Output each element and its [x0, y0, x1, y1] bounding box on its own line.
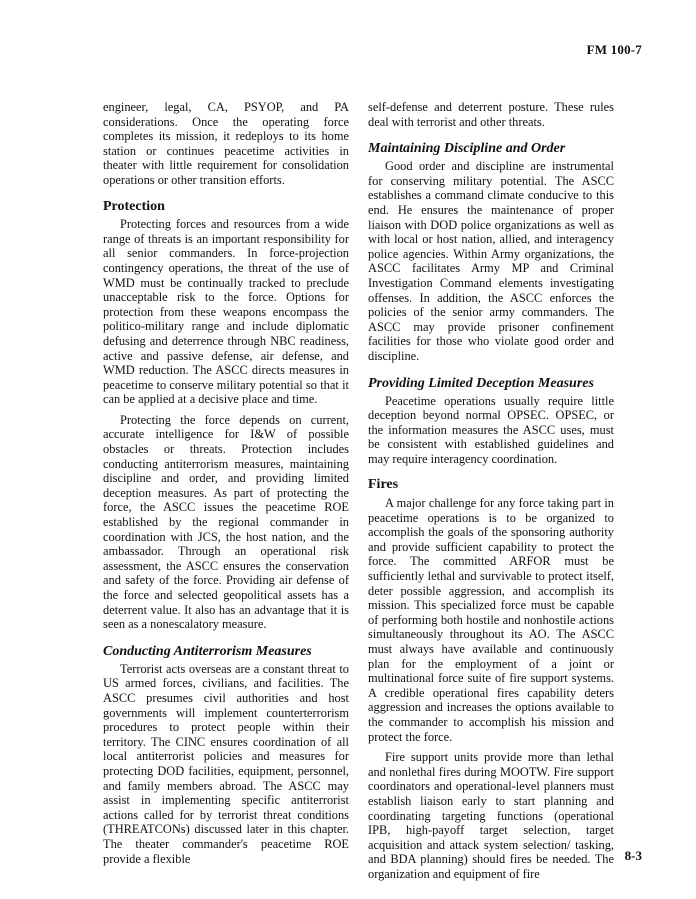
paragraph-protection-1: Protecting forces and resources from a wide range of threats is an important responsibility for all senior commanders. In force-projection contingency operations, the threat of the use of WMD must be continually tracked to preclude unacceptable risk to the force. Options for protection from these weapons encompass the politico-military range and include diplomatic defusing and deterrence through NBC readiness, active and passive defense, air defense, and WMD reduction. The ASCC directs measures in peacetime to conserve military potential so that it can be applied at a decisive place and time.: [103, 217, 349, 407]
paragraph-fires-2: Fire support units provide more than lethal and nonlethal fires during MOOTW. Fire support coordinators and operational-level planners must establish liaison early to start planning and coordinating targeting functions (operational IPB, high-payoff target selection, target acquisition and attack system selection/ tasking, and BDA planning) should fires be needed. The organization and equipment of fire: [368, 750, 614, 881]
paragraph-intro: engineer, legal, CA, PSYOP, and PA considerations. Once the operating force completes its mission, it redeploys to its home station or continues peacetime activities in theater with little requirement for consolidation operations or other transition efforts.: [103, 100, 349, 187]
left-column: [103, 100, 349, 872]
right-column: [368, 100, 614, 888]
paragraph-continuation: self-defense and deterrent posture. These rules deal with terrorist and other threats.: [368, 100, 614, 129]
page-number: 8-3: [624, 848, 642, 863]
paragraph-fires-1: A major challenge for any force taking part in peacetime operations is to be organized to accomplish the goals of the sponsoring authority and provide sufficient capability to protect the force. The committed ARFOR must be sufficiently lethal and survivable to protect itself, deter possible aggression, and accomplish its mission. This specialized force must be capable of performing both hostile and nonhostile actions simultaneously throughout its AO. The ASCC must always have available and continuously plan for the employment of a joint or multinational force suite of fire support systems. A credible operational fires capability deters aggression and increases the options available to the commander to accomplish his mission and protect the force.: [368, 496, 614, 744]
document-id: FM 100-7: [586, 42, 642, 57]
paragraph-discipline: Good order and discipline are instrumental for conserving military potential. The ASCC establishes a command climate conducive to this end. He ensures the maintenance of proper liaison with DOD police organizations as well as with local or host nation, allied, and interagency police agencies. Within Army organizations, the ASCC facilitates Army MP and Criminal Investigation Command elements investigating offenses. In addition, the ASCC enforces the policies of the senior army commanders. The ASCC may provide prisoner confinement facilities for those who violate good order and discipline.: [368, 159, 614, 363]
heading-deception: Providing Limited Deception Measures: [368, 375, 594, 391]
paragraph-antiterrorism: Terrorist acts overseas are a constant threat to US armed forces, civilians, and facilities. The ASCC presumes civil authorities and host governments will implement counterterrorism procedures to protect people within their territory. The CINC ensures coordination of all local antiterrorist policies and measures for protecting DOD facilities, equipment, personnel, and family members abroad. The ASCC may assist in implementing specific antiterrorist actions called for by terrorist threat conditions (THREATCONs) discussed later in this chapter. The theater commander's peacetime ROE provide a flexible: [103, 661, 349, 866]
heading-discipline: Maintaining Discipline and Order: [368, 141, 566, 157]
paragraph-protection-2: Protecting the force depends on current, accurate intelligence for I&W of possible obstacles or threats. Protection includes conducting antiterrorism measures, maintaining discipline and order, and providing limited deception measures. As part of protecting the force, the ASCC issues the peacetime ROE established by the regional commander in coordination with JCS, the host nation, and the ambassador. Through an operational risk assessment, the ASCC ensures the conservation and safety of the force. Providing air defense of the force and selected geopolitical assets has a deterrent value. It also has an advantage that it is seen as a nonescalatory measure.: [103, 412, 349, 632]
heading-protection: Protection: [103, 198, 165, 214]
heading-antiterrorism: Conducting Antiterrorism Measures: [103, 643, 312, 659]
heading-fires: Fires: [368, 477, 399, 493]
paragraph-deception: Peacetime operations usually require little deception beyond normal OPSEC. OPSEC, or the information measures the ASCC uses, must be consistent with established guidelines and may require interagency coordination.: [368, 393, 614, 466]
